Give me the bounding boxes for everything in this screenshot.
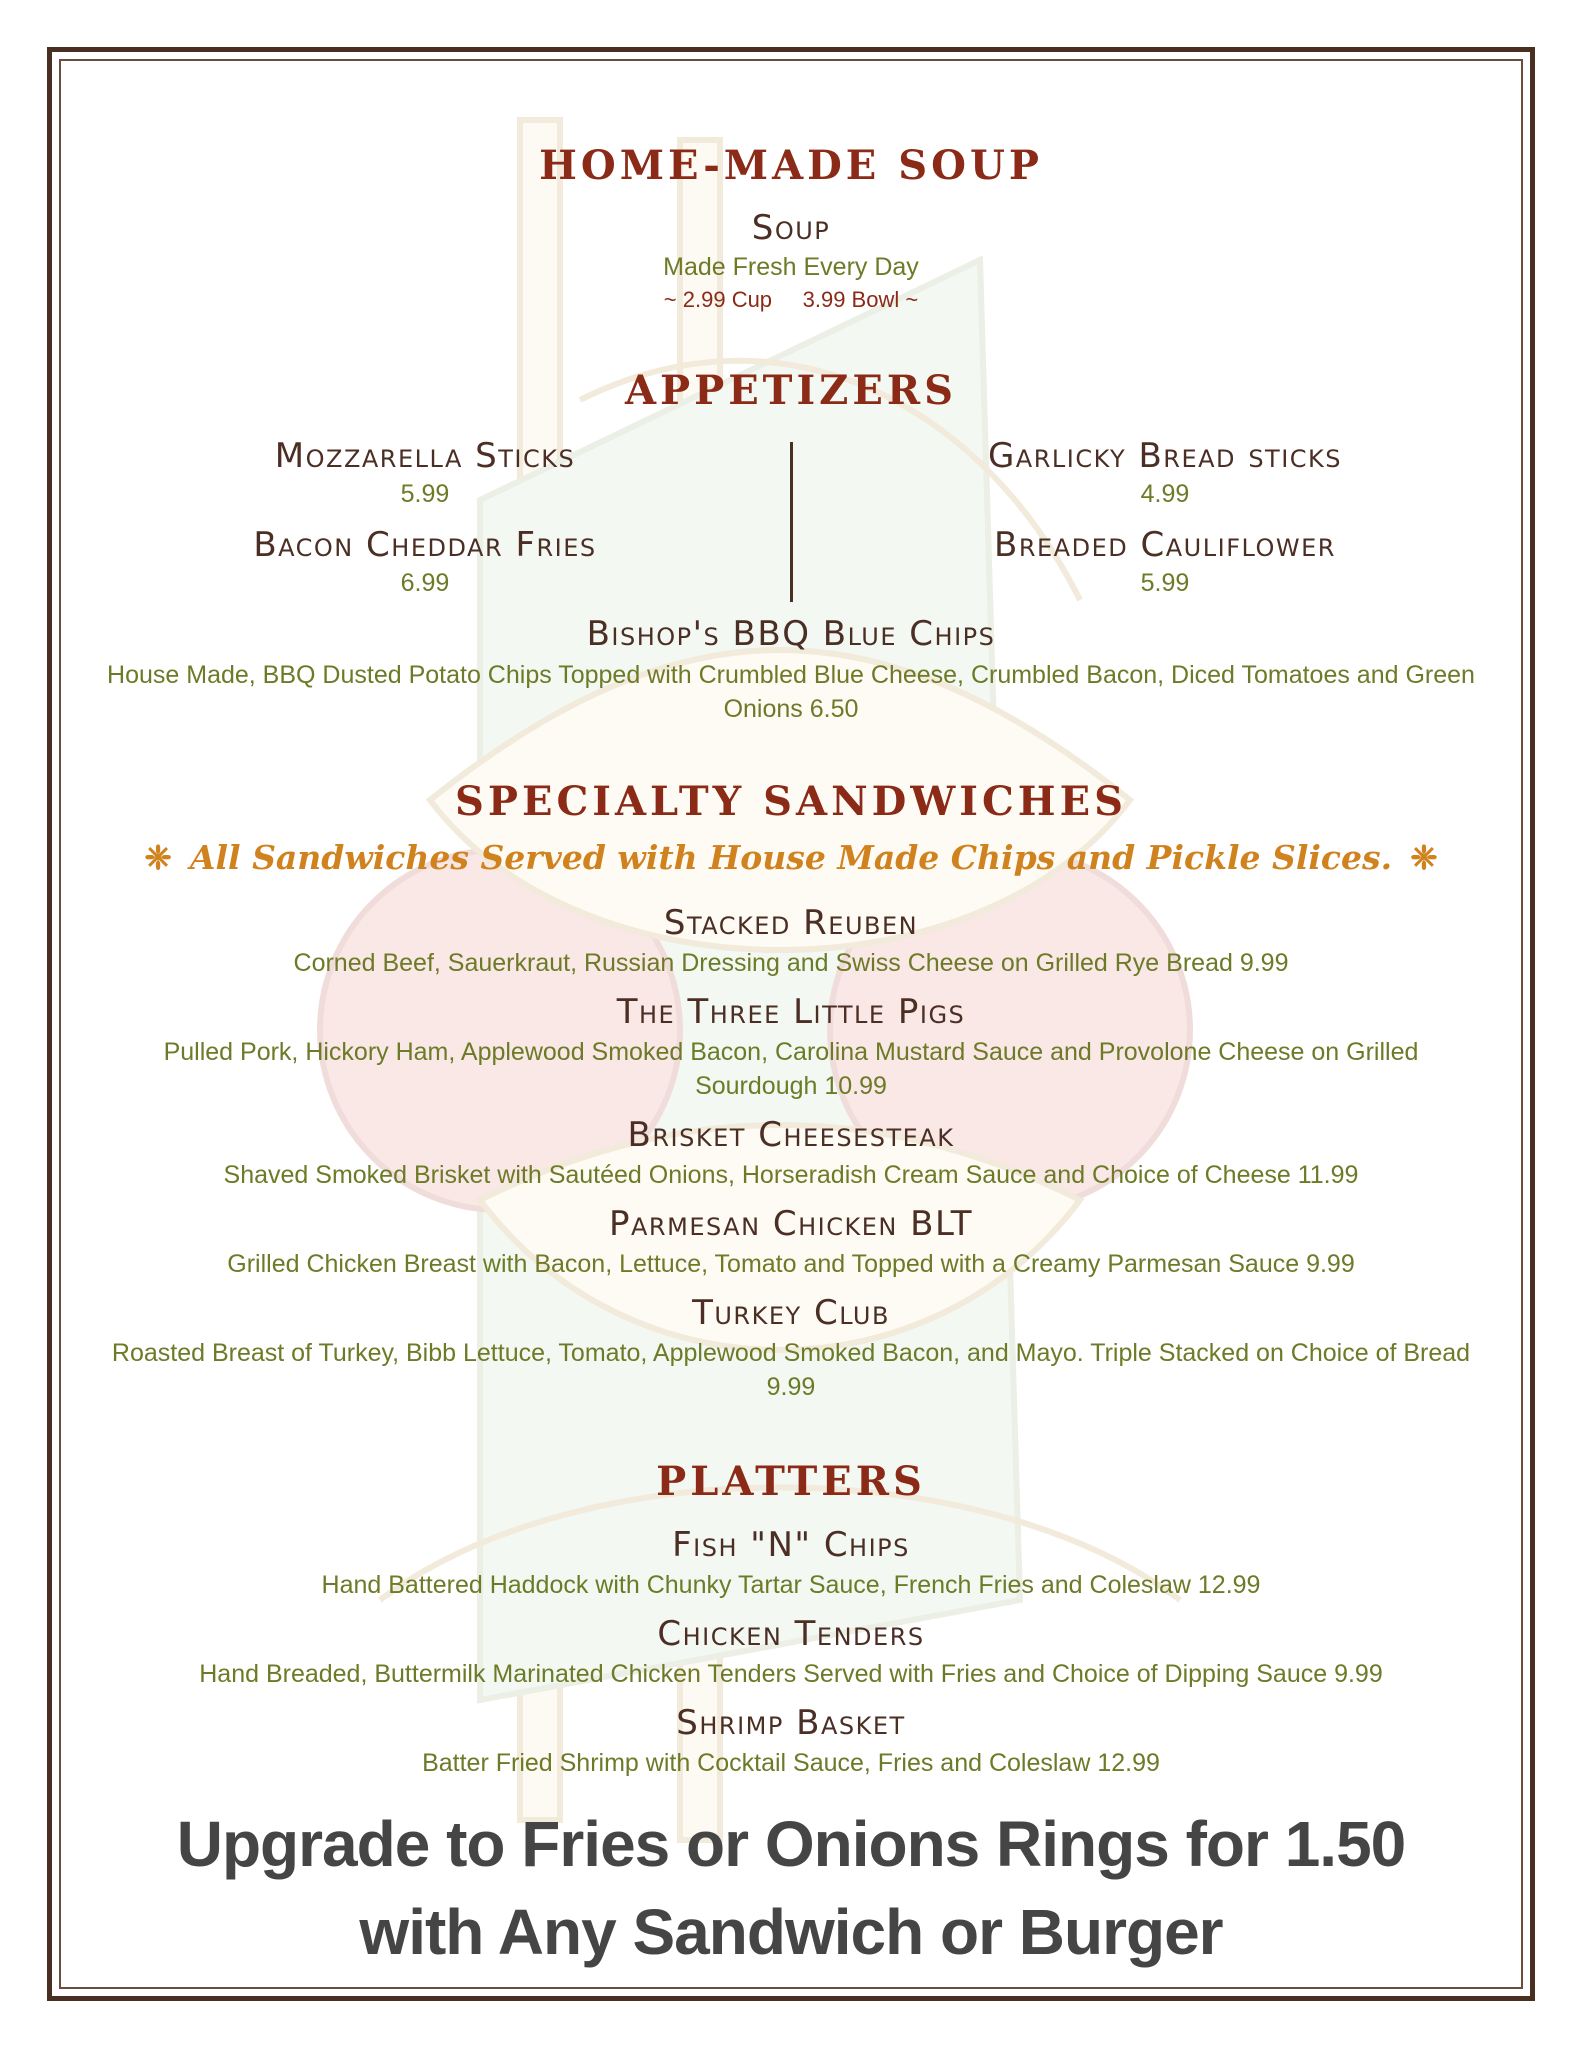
appetizers-section-title: APPETIZERS bbox=[625, 367, 957, 414]
featured-appetizer-name: Bishop's BBQ Blue Chips bbox=[586, 614, 996, 654]
platter-description: Hand Breaded, Buttermilk Marinated Chicken Tenders Served with Fries and Choice of Dipping Sauce 9.99 bbox=[199, 1660, 1383, 1688]
sandwich-description: Roasted Breast of Turkey, Bibb Lettuce, Tomato, Applewood Smoked Bacon, and Mayo. Triple Stacked on Choice of Bread 9.99 bbox=[111, 1339, 1471, 1401]
soup-bowl-price: 3.99 Bowl ~ bbox=[802, 287, 919, 312]
appetizer-name: Bacon Cheddar Fries bbox=[253, 525, 597, 565]
sandwich-description: Pulled Pork, Hickory Ham, Applewood Smoked Bacon, Carolina Mustard Sauce and Provolone Cheese on Grilled Sourdough 10.99 bbox=[163, 1038, 1419, 1100]
upgrade-note-line-1: Upgrade to Fries or Onions Rings for 1.50 bbox=[176, 1808, 1406, 1880]
soup-prices bbox=[100, 283, 1482, 317]
featured-appetizer-description: House Made, BBQ Dusted Potato Chips Topped with Crumbled Blue Cheese, Crumbled Bacon, Diced Tomatoes and Green Onions 6.50 bbox=[107, 661, 1475, 723]
appetizer-price: 5.99 bbox=[1140, 569, 1190, 597]
soup-section-title: HOME-MADE SOUP bbox=[539, 142, 1043, 189]
platter-name: Shrimp Basket bbox=[676, 1703, 906, 1743]
sandwich-description: Shaved Smoked Brisket with Sautéed Onions, Horseradish Cream Sauce and Choice of Cheese 11.99 bbox=[223, 1161, 1359, 1189]
appetizer-name: Breaded Cauliflower bbox=[994, 525, 1336, 565]
sandwich-name: Turkey Club bbox=[692, 1293, 890, 1333]
platters-section-title: PLATTERS bbox=[656, 1458, 926, 1505]
soup-cup-price: ~ 2.99 Cup bbox=[663, 287, 773, 312]
appetizer-column-divider bbox=[790, 442, 793, 602]
sandwich-name: Brisket Cheesesteak bbox=[627, 1115, 955, 1155]
platter-description: Hand Battered Haddock with Chunky Tartar Sauce, French Fries and Coleslaw 12.99 bbox=[321, 1571, 1261, 1599]
ornament-icon: ❈ bbox=[1410, 838, 1438, 877]
platter-name: Chicken Tenders bbox=[657, 1614, 925, 1654]
sandwiches-section-title: SPECIALTY SANDWICHES bbox=[455, 778, 1127, 825]
upgrade-note-line-2: with Any Sandwich or Burger bbox=[359, 1896, 1223, 1968]
sandwich-name: Stacked Reuben bbox=[663, 903, 919, 943]
platter-name: Fish "N" Chips bbox=[672, 1525, 910, 1565]
sandwich-name: The Three Little Pigs bbox=[616, 992, 966, 1032]
appetizer-price: 5.99 bbox=[400, 480, 450, 508]
ornament-icon: ❈ bbox=[144, 838, 172, 877]
sandwich-description: Corned Beef, Sauerkraut, Russian Dressing and Swiss Cheese on Grilled Rye Bread 9.99 bbox=[293, 949, 1289, 977]
sandwiches-tagline bbox=[0, 838, 1582, 877]
appetizer-name: Mozzarella Sticks bbox=[274, 436, 576, 476]
appetizer-name: Garlicky Bread sticks bbox=[987, 436, 1343, 476]
soup-item-name: Soup bbox=[751, 208, 831, 248]
soup-description: Made Fresh Every Day bbox=[663, 253, 919, 281]
appetizer-price: 6.99 bbox=[400, 569, 450, 597]
sandwiches-tagline-text: All Sandwiches Served with House Made Chips and Pickle Slices. bbox=[189, 838, 1393, 877]
platter-description: Batter Fried Shrimp with Cocktail Sauce, Fries and Coleslaw 12.99 bbox=[422, 1749, 1160, 1777]
sandwich-description: Grilled Chicken Breast with Bacon, Lettuce, Tomato and Topped with a Creamy Parmesan Sauce 9.99 bbox=[227, 1250, 1355, 1278]
appetizer-price: 4.99 bbox=[1140, 480, 1190, 508]
sandwich-name: Parmesan Chicken BLT bbox=[609, 1204, 973, 1244]
